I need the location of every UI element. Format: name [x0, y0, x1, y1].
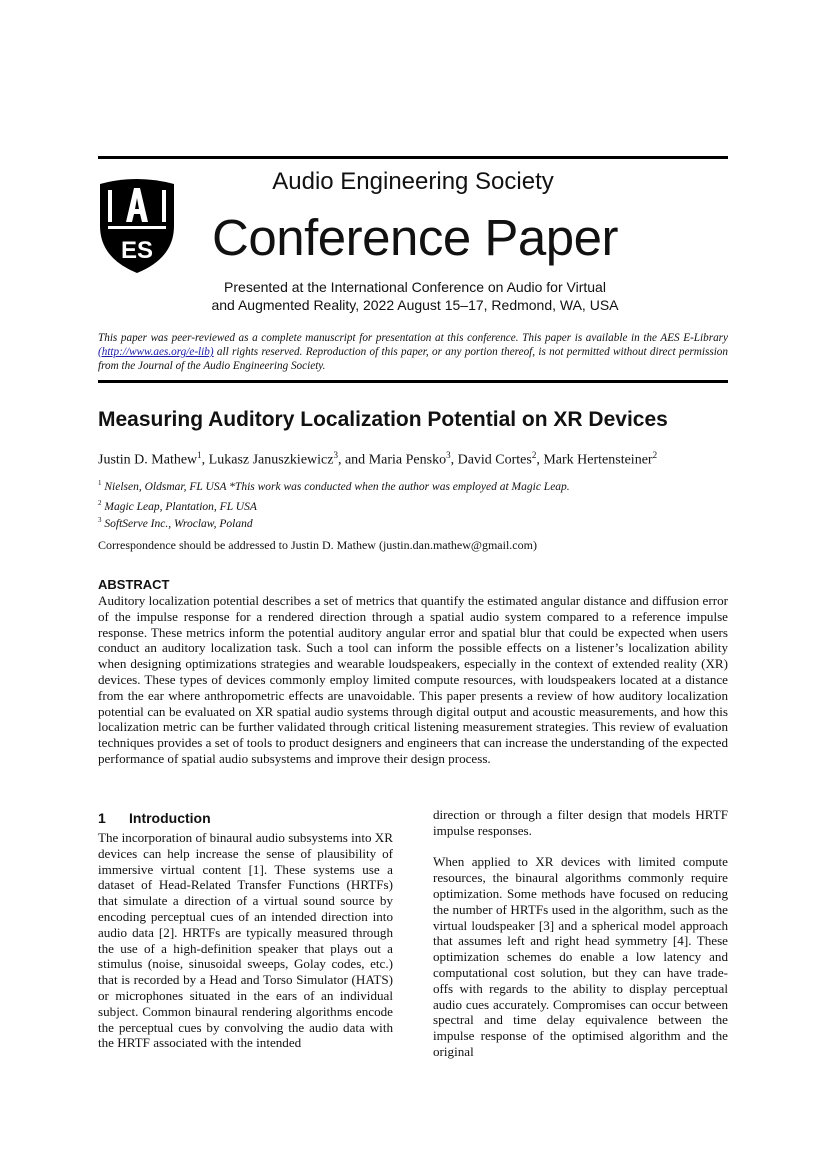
author-name: David Cortes: [457, 452, 532, 468]
conference-paper-title: Conference Paper: [212, 209, 618, 266]
left-column: [98, 830, 393, 1067]
affiliation-2: $^2$ Magic Leap, Plantation, FL USA: [98, 499, 257, 513]
abstract-heading: ABSTRACT: [98, 577, 170, 592]
affiliation-1: $^1$ Nielsen, Oldsmar, FL USA *This work was conducted when the author was employed at Magic Leap.: [98, 479, 570, 493]
author-name: Mark Hertensteiner: [543, 452, 653, 468]
svg-text:ES: ES: [120, 237, 154, 264]
correspondence: Correspondence should be addressed to Justin D. Mathew (justin.dan.mathew@gmail.com): [98, 538, 537, 552]
affiliation-3: $^3$ SoftServe Inc., Wroclaw, Poland: [98, 516, 253, 530]
author-name: Maria Pensko: [368, 452, 447, 468]
right-column: [433, 807, 728, 1076]
paper-title: Measuring Auditory Localization Potential on XR Devices: [98, 408, 668, 431]
abstract-body: Auditory localization potential describes a set of metrics that quantify the estimated angular distance and diffusion error of the impulse response for a rendered direction through a spatial audio system compared to a reference impulse response. These metrics inform the potential auditory angular error and spatial blur that could be expected when users conduct an auditory localization task. Such a tool can inform the possible effects on a listener’s localization ability when designing optimizations strategies and wearable loudspeakers, especially in the context of extended reality (XR) devices. These types of devices commonly employ limited compute resources, with loudspeakers located at a distance from the ear where anthropometric effects are unavoidable. This paper presents a review of how auditory localization potential can be evaluated on XR spatial audio systems through digital output and acoustic measurements, and how this localization metric can be further validated through critical listening measurement strategies. This review of evaluation techniques provides a set of tools to product designers and engineers that can increase the understanding of the expected performance of spatial audio subsystems and improve their design process.: [98, 593, 728, 766]
presented-line-1: Presented at the International Conference on Audio for Virtual: [224, 279, 606, 295]
author-affiliation-mark: 3: [446, 450, 451, 460]
author-affiliation-mark: 2: [531, 450, 537, 460]
author-affiliation-mark: 2: [652, 450, 658, 460]
intro-paragraph-1: The incorporation of binaural audio subsystems into XR devices can help increase the sense of plausibility of immersive virtual content [1]. These systems use a dataset of Head-Related Transfer Functions (HRTFs) that simulate a direction of a virtual sound source by encoding perceptual cues of an intended direction into audio data [2]. HRTFs are typically measured through the use of a high-definition speaker that plays out a stimulus (noise, sinusoidal sweeps, Golay codes, etc.) that is recorded by a Head and Torso Simulator (HATS) or microphones situated in the ears of an individual subject. Common binaural rendering algorithms encode the perceptual cues by convolving the audio data with the HRTF associated with the intended: [98, 830, 393, 1051]
presented-at: [160, 278, 670, 314]
society-name: Audio Engineering Society: [272, 168, 554, 195]
author-list: Justin D. Mathew$^1$, Lukasz Januszkiewicz$^3$, and Maria Pensko$^3$, David Cortes$^2$, Mark Hertensteiner$^2$: [98, 450, 658, 468]
author-name: Lukasz Januszkiewicz: [208, 452, 334, 468]
author-affiliation-mark: 3: [333, 450, 338, 460]
notice-rule: [98, 380, 728, 383]
author-name: Justin D. Mathew: [98, 452, 198, 468]
intro-paragraph-2: When applied to XR devices with limited compute resources, the binaural algorithms commonly require optimization. Some methods have focused on reducing the number of HRTFs used in the algorithm, such as the virtual loudspeaker [3] and a spherical model approach that assumes left and right head symmetry [4]. These optimization schemes do enable a low latency and computational cost solution, but they can have trade-offs with regards to the ability to display perceptual audio cues accurately. Compromises can occur between spectral and time delay equivalence between the impulse response of the optimised algorithm and the original: [433, 854, 728, 1059]
peer-review-notice: This paper was peer-reviewed as a complete manuscript for presentation at this conference. This paper is available in the AES E-Library (http://www.aes.org/e-lib) all rights reserved. Reproduction of this paper, or any portion thereof, is not permitted without direct permission from the Journal of the Audio Engineering Society.: [98, 332, 728, 372]
intro-paragraph-1-continued: direction or through a filter design that models HRTF impulse responses.: [433, 807, 728, 838]
presented-line-2: and Augmented Reality, 2022 August 15–17, Redmond, WA, USA: [211, 297, 619, 313]
top-rule: [98, 156, 728, 159]
author-affiliation-mark: 1: [197, 450, 202, 460]
section-heading: 1 Introduction: [98, 810, 211, 826]
aes-elibrary-link[interactable]: (http://www.aes.org/e-lib): [98, 346, 214, 358]
